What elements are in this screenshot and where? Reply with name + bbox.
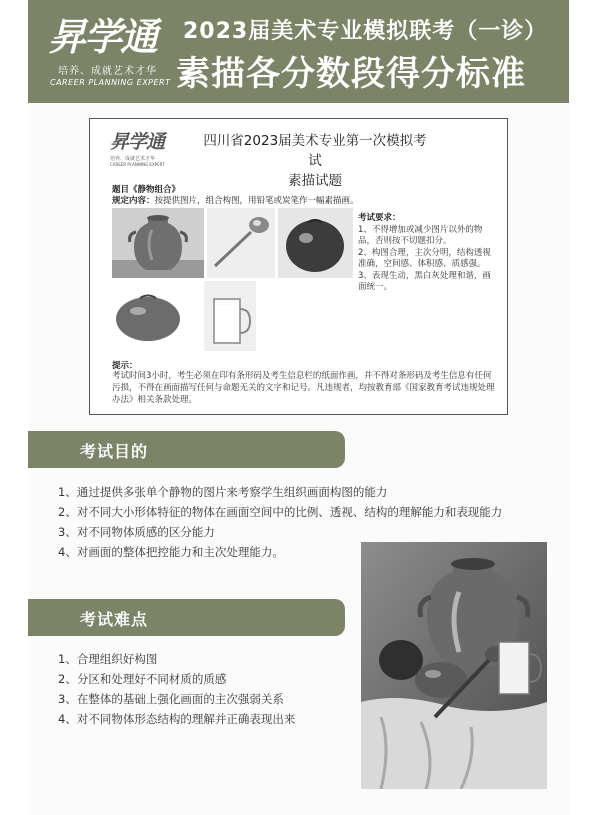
milk-glass-photo [204,281,256,351]
card-logo-slogan: 培养、成就艺术才华 [110,156,156,162]
list-item: 1、合理组织好构图 [58,652,158,666]
vase-photo [112,208,204,278]
purpose-title: 考试目的 [80,442,149,461]
header-title-line1: 2023届美术专业模拟联考（一诊） [183,19,548,44]
header-title-line2: 素描各分数段得分标准 [176,54,526,94]
exam-paper-card [89,118,508,415]
difficulty-banner [28,599,345,636]
card-logo [110,127,180,167]
tomato-photo [278,208,353,278]
exam-title-line1: 四川省2023届美术专业第一次模拟考试 [203,133,427,169]
exam-topic: 题目《静物组合》 [112,185,181,195]
purpose-banner [28,431,345,468]
exam-title [200,131,430,191]
difficulty-list [58,651,295,731]
exam-requirements [358,213,496,294]
spoon-photo [207,208,275,278]
exam-content [112,194,359,206]
list-item: 1、通过提供多张单个静物的图片来考察学生组织画面构图的能力 [58,485,388,499]
still-life-sketch [361,542,547,789]
list-item: 2、对不同大小形体特征的物体在画面空间中的比例、透视、结构的理解能力和表现能力 [58,505,503,519]
list-item: 2、分区和处理好不同材质的质感 [58,672,227,686]
tips-text: 考试时间3小时，考生必须在印有条形码及考生信息栏的纸面作画，并不得对条形码及考生信息有任何污损，不得在画面描写任何与命题无关的文字和记号。凡违规者，均按教育部《国家教育考试违规处理办法》相关条款处理。 [112,371,495,405]
logo-slogan: 培养、成就艺术才华 [58,66,157,77]
logo-text: 昇学通 [48,14,157,59]
difficulty-title: 考试难点 [80,610,149,629]
logo-english: CAREER PLANNING EXPERT [50,78,171,87]
tips-title: 提示： [112,361,138,371]
brand-logo [48,6,173,96]
list-item: 3、对不同物体质感的区分能力 [58,525,215,539]
requirement-item: 2、构图合理，主次分明，结构透视准确，空间感、体积感、质感强。 [358,247,491,269]
card-logo-text: 昇学通 [110,131,165,153]
card-logo-english: CAREER PLANNING EXPERT [110,162,165,167]
list-item: 3、在整体的基础上强化画面的主次强弱关系 [58,692,284,706]
list-item: 4、对画面的整体把控能力和主次处理能力。 [58,545,284,559]
exam-title-line2: 素描试题 [288,173,342,189]
requirement-item: 3、表现生动，黑白灰处理和谐，画面统一。 [358,270,491,292]
list-item: 4、对不同物体形态结构的理解并正确表现出来 [58,712,296,726]
requirements-title: 考试要求： [358,213,401,223]
exam-content-text: 按提供图片，组合构图，用铅笔或炭笔作一幅素描画。 [154,196,359,206]
persimmon-photo [112,289,184,347]
exam-content-label: 规定内容： [112,196,155,206]
requirement-item: 1、不得增加或减少图片以外的物品，否则按不切题扣分。 [358,224,483,246]
